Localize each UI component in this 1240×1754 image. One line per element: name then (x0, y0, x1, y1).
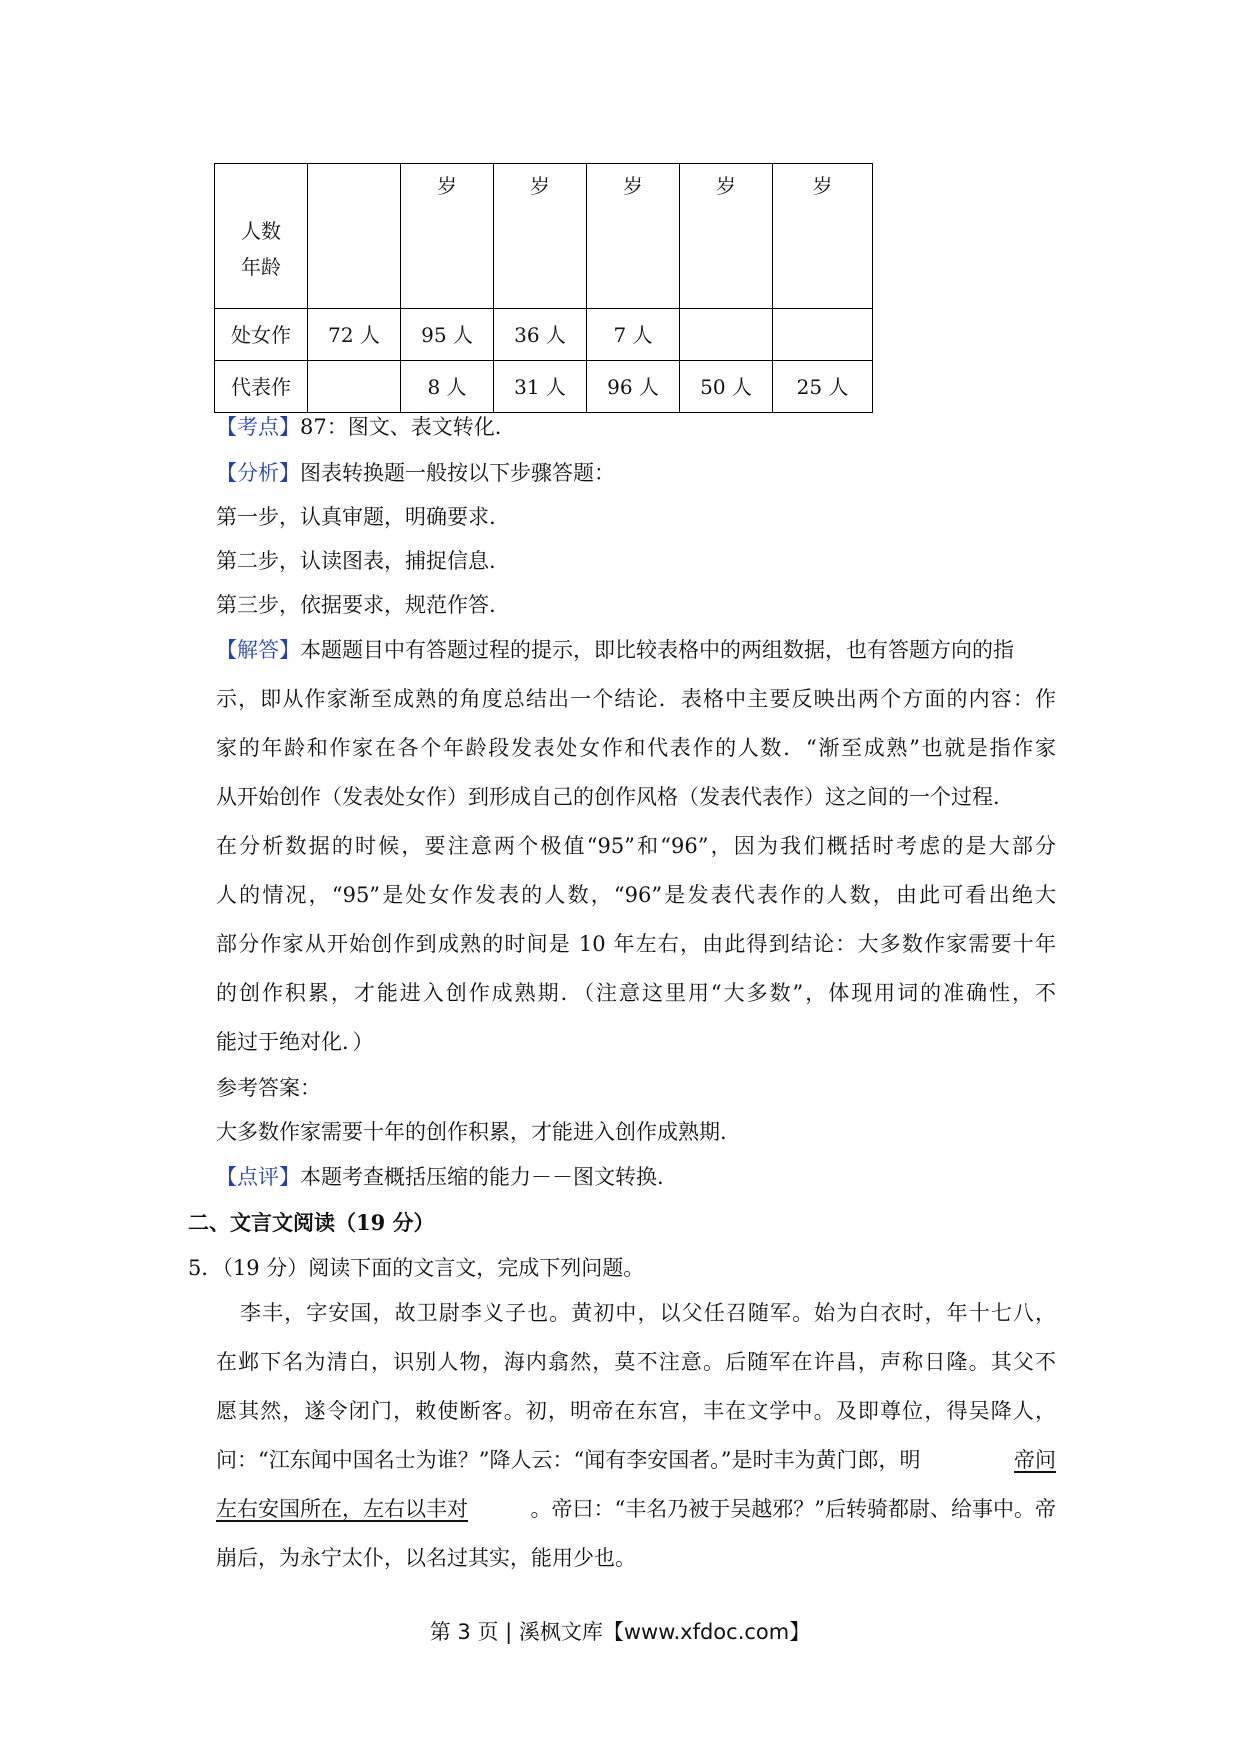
table-cell (680, 309, 773, 361)
step-line: 第一步，认真审题，明确要求. (216, 505, 496, 529)
age-statistics-table (214, 163, 873, 413)
jieda-tag: 【解答】 (216, 638, 300, 662)
age-header-cell (308, 164, 401, 309)
passage-line: 李丰，字安国，故卫尉李义子也。黄初中，以父任召随军。始为白衣时，年十七八， (240, 1301, 1056, 1325)
row-label: 代表作 (215, 361, 308, 413)
fenxi-text: 图表转换题一般按以下步骤答题： (300, 461, 615, 485)
section-heading: 二、文言文阅读（19 分） (188, 1210, 435, 1235)
row-label: 处女作 (215, 309, 308, 361)
table-cell: 36 人 (494, 309, 587, 361)
jieda-line (216, 640, 1056, 661)
kaodian-tag: 【考点】 (216, 415, 300, 439)
reference-label: 参考答案： (216, 1076, 321, 1100)
age-header-cell: 岁 (773, 164, 873, 309)
age-header-cell: 岁 (680, 164, 773, 309)
table-cell: 7 人 (587, 309, 680, 361)
underlined-text: 帝问 (1014, 1448, 1056, 1472)
jieda-body-line: 的创作积累，才能进入创作成熟期．（注意这里用“大多数”，体现用词的准确性，不 (216, 981, 1056, 1005)
jieda-body-line: 人的情况，“95”是处女作发表的人数，“96”是发表代表作的人数，由此可看出绝大 (216, 883, 1056, 907)
corner-bottom-label: 年龄 (241, 255, 281, 279)
passage-line: 崩后，为永宁太仆，以名过其实，能用少也。 (216, 1546, 636, 1570)
jieda-body-line: 从开始创作（发表处女作）到形成自己的创作风格（发表代表作）这之间的一个过程. (216, 785, 1000, 809)
table-cell: 31 人 (494, 361, 587, 413)
passage-line (216, 1450, 1056, 1471)
jieda-body-line: 示，即从作家渐至成熟的角度总结出一个结论．表格中主要反映出两个方面的内容：作 (216, 687, 1056, 711)
step-line: 第二步，认读图表，捕捉信息. (216, 549, 496, 573)
table-cell: 72 人 (308, 309, 401, 361)
step-line: 第三步，依据要求，规范作答. (216, 593, 496, 617)
table-header-row (215, 164, 873, 309)
jieda-body-line: 部分作家从开始创作到成熟的时间是 10 年左右，由此得到结论：大多数作家需要十年 (216, 932, 1056, 956)
jieda-text: 本题题目中有答题过程的提示，即比较表格中的两组数据，也有答题方向的指 (300, 638, 1014, 662)
passage-text: 。帝曰：“丰名乃被于吴越邪？”后转骑都尉、给事中。帝 (530, 1497, 1056, 1521)
table-cell: 96 人 (587, 361, 680, 413)
table-corner-cell (215, 164, 308, 309)
jieda-body-line: 能过于绝对化．） (216, 1030, 374, 1054)
jieda-body-line: 家的年龄和作家在各个年龄段发表处女作和代表作的人数．“渐至成熟”也就是指作家 (216, 736, 1056, 760)
passage-line: 愿其然，遂令闭门，敕使断客。初，明帝在东宫，丰在文学中。及即尊位，得吴降人， (216, 1399, 1056, 1423)
age-header-cell: 岁 (494, 164, 587, 309)
dianping-tag: 【点评】 (216, 1165, 300, 1189)
dianping-line (216, 1167, 1056, 1188)
page-footer: 第 3 页 | 溪枫文库【www.xfdoc.com】 (429, 1620, 811, 1644)
fenxi-tag: 【分析】 (216, 461, 300, 485)
dianping-text: 本题考查概括压缩的能力－－图文转换. (300, 1165, 664, 1189)
table-row (215, 361, 873, 413)
table-cell: 50 人 (680, 361, 773, 413)
age-header-cell: 岁 (401, 164, 494, 309)
table-cell: 25 人 (773, 361, 873, 413)
jieda-body-line: 在分析数据的时候，要注意两个极值“95”和“96”，因为我们概括时考虑的是大部分 (216, 834, 1056, 858)
table-row (215, 309, 873, 361)
fenxi-line (216, 463, 1056, 484)
table-cell (773, 309, 873, 361)
kaodian-line (216, 417, 1056, 438)
question-line: 5．（19 分）阅读下面的文言文，完成下列问题。 (188, 1256, 645, 1280)
corner-top-label: 人数 (241, 219, 281, 243)
passage-text: 问：“江东闻中国名士为谁？”降人云：“闻有李安国者。”是时丰为黄门郎，明 (216, 1448, 921, 1472)
age-header-cell: 岁 (587, 164, 680, 309)
kaodian-text: 87：图文、表文转化. (300, 415, 502, 439)
underlined-text: 左右安国所在，左右以丰对 (216, 1497, 468, 1521)
table-cell: 95 人 (401, 309, 494, 361)
passage-line (216, 1499, 1056, 1520)
passage-line: 在邺下名为清白，识别人物，海内翕然，莫不注意。后随军在许昌，声称日隆。其父不 (216, 1350, 1056, 1374)
table-cell (308, 361, 401, 413)
reference-answer: 大多数作家需要十年的创作积累，才能进入创作成熟期. (216, 1120, 727, 1144)
table-cell: 8 人 (401, 361, 494, 413)
